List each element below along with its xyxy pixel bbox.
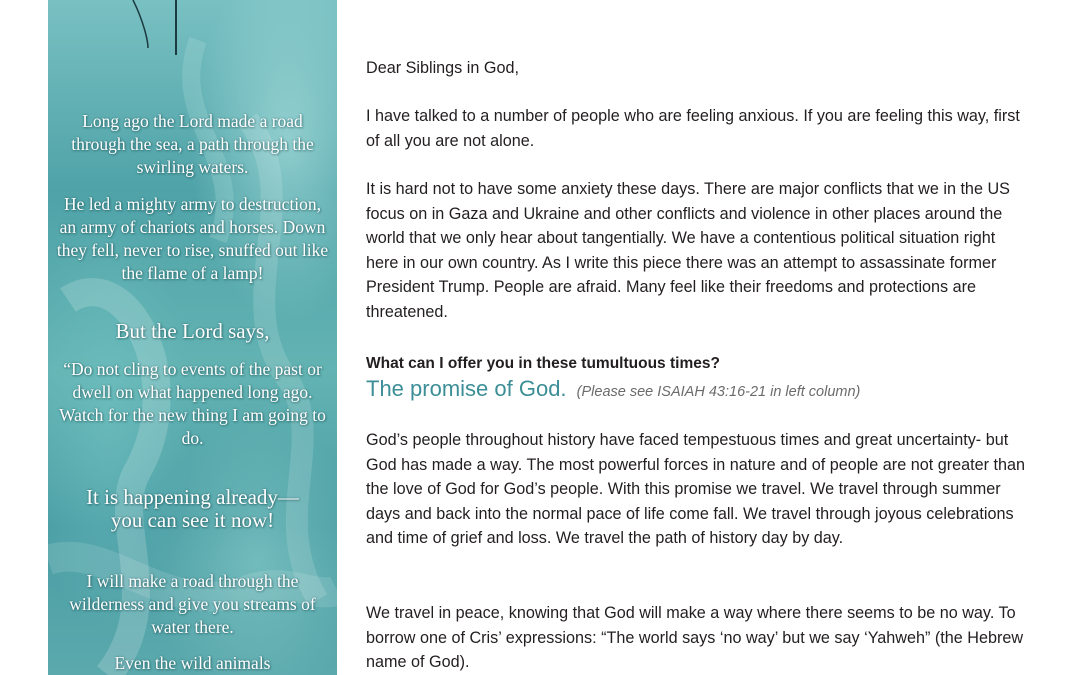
verse-heading-lord-says: But the Lord says, — [115, 319, 270, 343]
scripture-sidebar — [48, 0, 337, 675]
verse-paragraph-3: “Do not cling to events of the past or dwell on what happened long ago. Watch for the new thing I am going to do. — [59, 359, 326, 448]
letter-paragraph-2: It is hard not to have some anxiety these days. There are major conflicts that we in the US focus on in Gaza and Ukraine and other conflicts and violence in other places around the world that we only hear about tangentially. We have a contentious political situation right here in our own country. As I write this piece there was an attempt to assassinate former President Trump. People are afraid. Many feel like their freedoms and protections are threatened. — [366, 180, 1010, 321]
verse-paragraph-4: I will make a road through the wilderness and give you streams of water there. — [69, 571, 316, 637]
verse-paragraph-5: Even the wild animals — [114, 653, 271, 673]
letter-paragraph-1: I have talked to a number of people who are feeling anxious. If you are feeling this way, first of all you are not alone. — [366, 107, 1020, 150]
verse-paragraph-1: Long ago the Lord made a road through the sea, a path through the swirling waters. — [71, 111, 314, 177]
verse-paragraph-2: He led a mighty army to destruction, an army of chariots and horses. Down they fell, never to rise, snuffed out like the flame of a lamp! — [56, 194, 329, 283]
promise-heading — [366, 376, 1026, 405]
letter-paragraph-4: We travel in peace, knowing that God will make a way where there seems to be no way. To borrow one of Cris’ expressions: “The world says ‘no way’ but we say ‘Yahweh” (the Hebrew name of God). — [366, 604, 1024, 671]
verse-heading-happening: It is happening already— you can see it now! — [86, 485, 299, 532]
promise-title: The promise of God. — [366, 376, 567, 401]
letter-question: What can I offer you in these tumultuous times? — [366, 355, 720, 372]
promise-reference: (Please see ISAIAH 43:16-21 in left column) — [576, 384, 861, 400]
letter-greeting: Dear Siblings in God, — [366, 59, 519, 77]
letter-paragraph-3: God’s people throughout history have faced tempestuous times and great uncertainty- but God has made a way. The most powerful forces in nature and of people are not greater than the love of God for God’s people. With this promise we travel. We travel through summer days and back into the normal pace of life come fall. We travel through joyous celebrations and time of grief and loss. We travel the path of history day by day. — [366, 431, 1025, 547]
